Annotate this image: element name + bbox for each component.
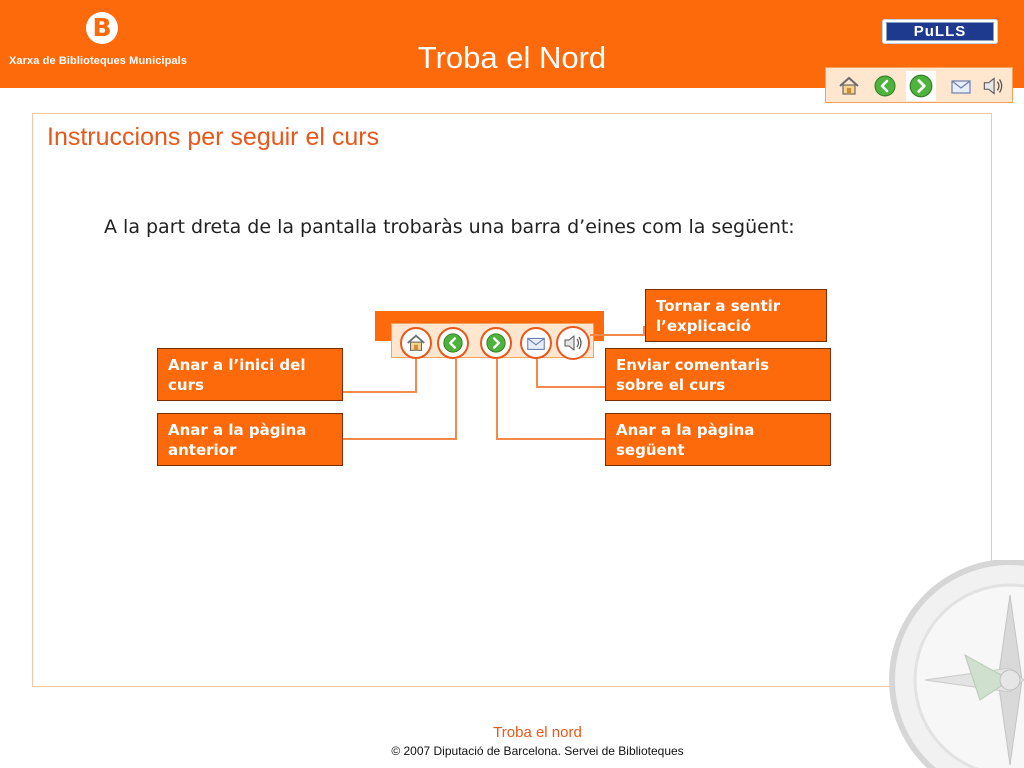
send-comments-button[interactable]: [948, 73, 974, 99]
replay-explanation-button[interactable]: [980, 73, 1006, 99]
navigation-toolbar: [825, 67, 1013, 103]
home-icon: [837, 74, 861, 98]
diagram-next-button: [480, 327, 512, 359]
arrow-left-icon: [873, 74, 897, 98]
intro-text: A la part dreta de la pantalla trobaràs una barra d’eines com la següent:: [104, 216, 795, 238]
diagram-previous-button: [437, 327, 469, 359]
next-page-button[interactable]: [906, 71, 936, 101]
pulls-logo: [882, 19, 998, 44]
footer-copyright: © 2007 Diputació de Barcelona. Servei de Biblioteques: [391, 744, 684, 758]
section-title: Instruccions per seguir el curs: [47, 123, 380, 151]
diagram-explain-button: [556, 326, 590, 360]
callout-home: Anar a l’inici del curs: [157, 348, 343, 401]
callout-next: Anar a la pàgina següent: [605, 413, 831, 466]
home-icon: [405, 332, 427, 354]
arrow-left-icon: [442, 332, 464, 354]
logo-letter: B: [92, 13, 112, 42]
footer-title: Troba el nord: [493, 724, 582, 741]
diagram-comments-button: [520, 327, 552, 359]
arrow-right-icon: [908, 73, 934, 99]
logo-text: Xarxa de Biblioteques Municipals: [9, 55, 188, 67]
home-button[interactable]: [836, 73, 862, 99]
previous-page-button[interactable]: [872, 73, 898, 99]
callout-previous: Anar a la pàgina anterior: [157, 413, 343, 466]
callout-comments: Enviar comentaris sobre el curs: [605, 348, 831, 401]
pulls-logo-text: PuLLS: [886, 22, 994, 41]
envelope-icon: [525, 332, 547, 354]
speaker-icon: [980, 73, 1006, 99]
envelope-icon: [949, 74, 973, 98]
page-title: Troba el Nord: [417, 40, 607, 75]
diagram-home-button: [400, 327, 432, 359]
arrow-right-icon: [485, 332, 507, 354]
speaker-icon: [561, 331, 585, 355]
callout-explain: Tornar a sentir l’explicació: [645, 289, 827, 342]
